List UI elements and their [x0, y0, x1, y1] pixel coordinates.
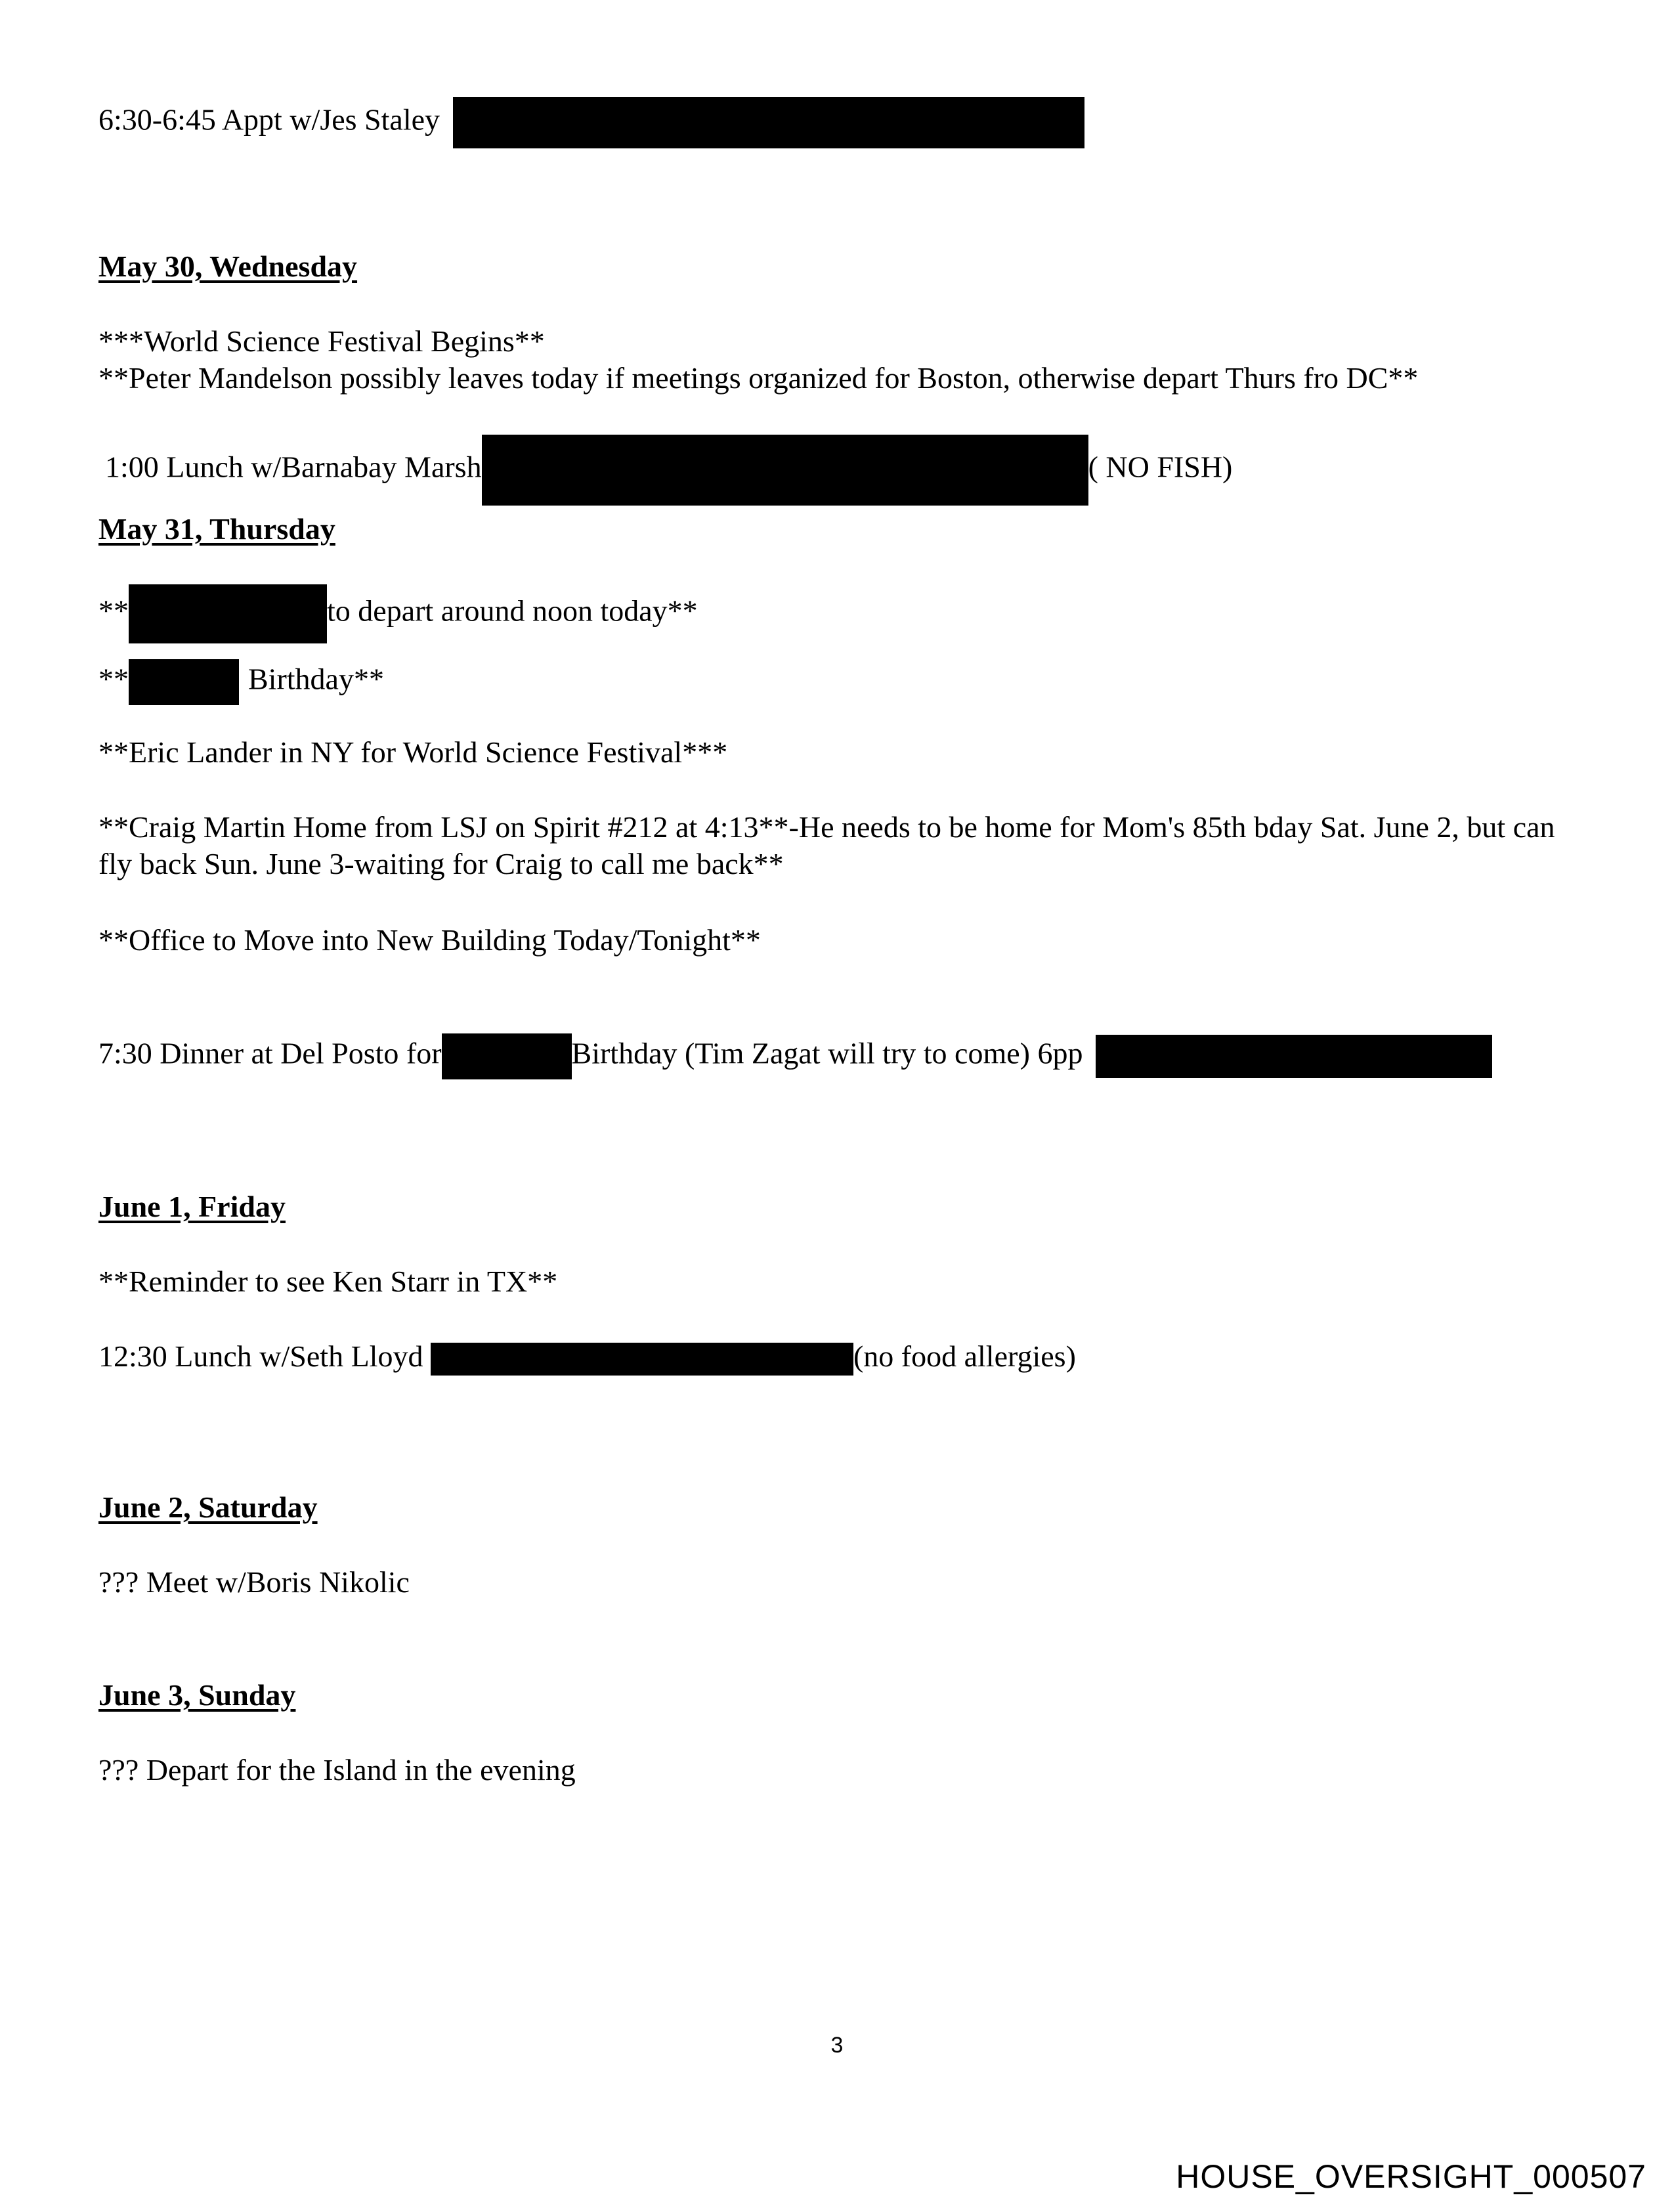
- entry-lloyd: [98, 1338, 1076, 1376]
- redaction-box: [1096, 1035, 1492, 1078]
- note-depart-noon: [98, 584, 698, 643]
- entry-note: (no food allergies): [853, 1339, 1076, 1373]
- redaction-box: [431, 1343, 853, 1376]
- entry-prefix: **: [98, 662, 129, 696]
- entry-note: Birthday (Tim Zagat will try to come) 6pp: [571, 1036, 1083, 1070]
- date-heading-june-3: June 3, Sunday: [98, 1678, 296, 1712]
- entry-prefix: **: [98, 594, 129, 628]
- note-mandelson: **Peter Mandelson possibly leaves today if meetings organized for Boston, otherwise depart Thurs fro DC**: [98, 361, 1419, 395]
- entry-island: ??? Depart for the Island in the evening: [98, 1753, 576, 1787]
- redaction-box: [129, 659, 239, 705]
- entry-dinner: [98, 1033, 1492, 1079]
- page-number: 3: [830, 2033, 844, 2058]
- entry-text: 12:30 Lunch w/Seth Lloyd: [98, 1339, 423, 1373]
- redaction-box: [129, 584, 327, 643]
- note-craig-martin: **Craig Martin Home from LSJ on Spirit #212 at 4:13**-He needs to be home for Mom's 85th bday Sat. June 2, but can fly back Sun. June 3-waiting for Craig to call me back**: [98, 810, 1555, 880]
- date-heading-may-30: May 30, Wednesday: [98, 249, 358, 283]
- redaction-box: [453, 97, 1084, 148]
- note-wsf-begins: ***World Science Festival Begins**: [98, 324, 545, 358]
- bates-number: HOUSE_OVERSIGHT_000507: [1176, 2158, 1646, 2195]
- redaction-box: [442, 1033, 572, 1079]
- entry-note: ( NO FISH): [1088, 450, 1233, 484]
- note-birthday: [98, 659, 384, 705]
- note-office-move: **Office to Move into New Building Today/Tonight**: [98, 923, 761, 957]
- entry-staley: [98, 97, 1084, 148]
- date-heading-may-31: May 31, Thursday: [98, 512, 335, 546]
- redaction-box: [482, 435, 1088, 506]
- entry-text: 7:30 Dinner at Del Posto for: [98, 1036, 442, 1070]
- entry-text: to depart around noon today**: [327, 594, 698, 628]
- entry-text: 6:30-6:45 Appt w/Jes Staley: [98, 102, 440, 137]
- entry-text: Birthday**: [248, 662, 384, 696]
- note-ken-starr: **Reminder to see Ken Starr in TX**: [98, 1265, 558, 1298]
- date-heading-june-1: June 1, Friday: [98, 1190, 286, 1223]
- entry-marsh: [105, 435, 1232, 506]
- entry-text: 1:00 Lunch w/Barnabay Marsh: [105, 450, 482, 484]
- entry-nikolic: ??? Meet w/Boris Nikolic: [98, 1565, 410, 1599]
- note-lander: **Eric Lander in NY for World Science Festival***: [98, 735, 728, 769]
- date-heading-june-2: June 2, Saturday: [98, 1490, 318, 1524]
